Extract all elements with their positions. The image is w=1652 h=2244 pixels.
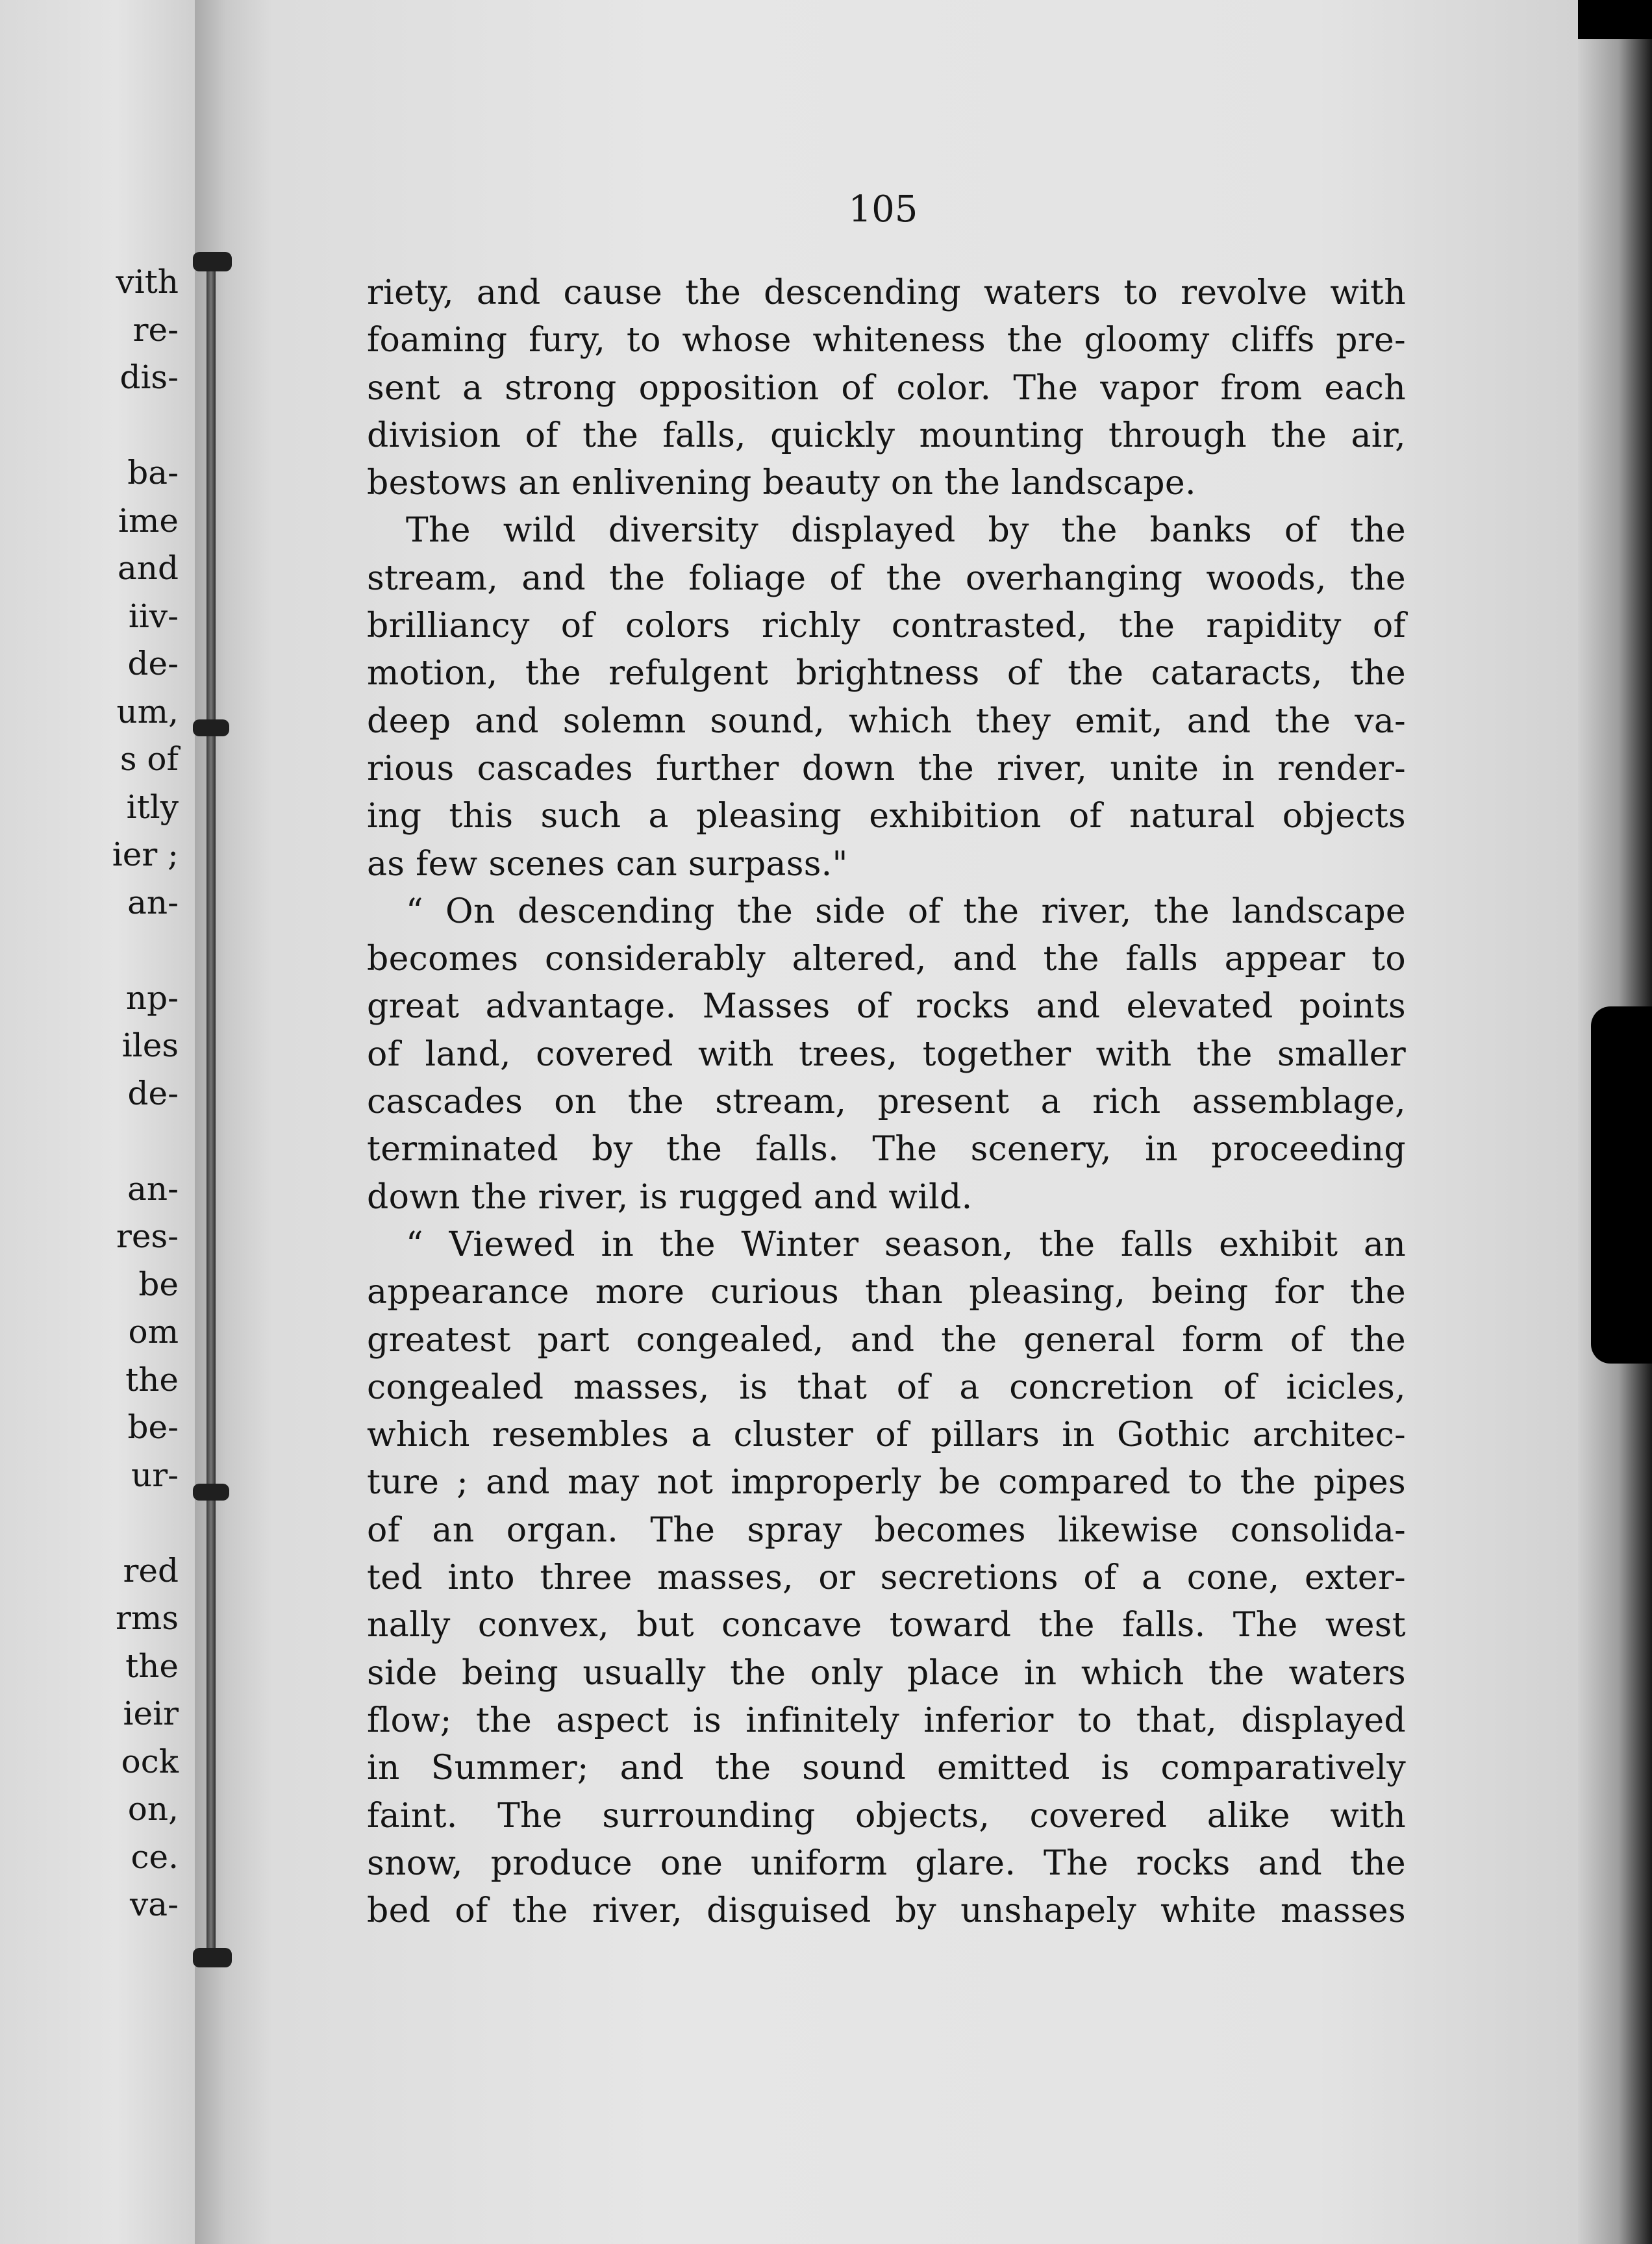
left-page <box>0 0 195 2244</box>
text-line: deep and solemn sound, which they emit, and the va- <box>367 701 1406 741</box>
left-page-fragment: ieir <box>123 1695 179 1732</box>
left-page-fragment <box>0 927 192 975</box>
text-line: The wild diversity displayed by the banks of the <box>406 511 1406 551</box>
text-line: brilliancy of colors richly contrasted, the rapidity of <box>367 606 1406 646</box>
text-line: division of the falls, quickly mounting through the air, <box>367 416 1406 455</box>
left-page-fragment <box>0 1117 192 1166</box>
left-page-fragment: s of <box>119 740 179 778</box>
text-line: riety, and cause the descending waters to revolve with <box>367 273 1406 312</box>
text-line: down the river, is rugged and wild. <box>367 1177 973 1217</box>
page-number: 105 <box>848 188 918 231</box>
left-page-fragment <box>0 402 192 450</box>
text-line: which resembles a cluster of pillars in Gothic architec- <box>367 1415 1406 1455</box>
left-page-fragment: be- <box>127 1408 179 1446</box>
text-line: greatest part congealed, and the general form of the <box>367 1320 1406 1360</box>
text-line: side being usually the only place in which the waters <box>367 1653 1406 1693</box>
left-page-fragment: the <box>125 1647 179 1685</box>
left-page-fragment: vith <box>116 263 179 301</box>
left-page-fragment: red <box>123 1551 179 1590</box>
left-page-fragment: iles <box>121 1027 179 1064</box>
text-line: of an organ. The spray becomes likewise consolida- <box>367 1510 1406 1550</box>
left-page-fragment: va- <box>130 1886 179 1923</box>
text-line: ture ; and may not improperly be compared to the pipes <box>367 1463 1406 1502</box>
left-page-text-fragments <box>0 258 192 1929</box>
binding-stitch <box>193 719 229 736</box>
left-page-fragment: res- <box>116 1217 179 1255</box>
text-line: “ On descending the side of the river, the landscape <box>406 891 1406 931</box>
body-text <box>367 269 1406 1935</box>
text-line: terminated by the falls. The scenery, in proceeding <box>367 1130 1406 1169</box>
left-page-fragment: rms <box>116 1599 179 1637</box>
text-line: ted into three masses, or secretions of a cone, exter- <box>367 1558 1406 1598</box>
binding-stitch <box>193 252 232 271</box>
text-line: bed of the river, disguised by unshapely white masses <box>367 1891 1406 1931</box>
left-page-fragment: re- <box>132 310 179 349</box>
text-line: nally convex, but concave toward the falls. The west <box>367 1606 1406 1645</box>
left-page-fragment: om <box>128 1313 179 1351</box>
left-page-fragment: ur- <box>131 1456 179 1494</box>
text-line: congealed masses, is that of a concretion of icicles, <box>367 1367 1406 1407</box>
text-line: of land, covered with trees, together with the smaller <box>367 1034 1406 1074</box>
left-page-fragment <box>0 1499 192 1547</box>
left-page-fragment: ier ; <box>112 836 179 873</box>
text-line: sent a strong opposition of color. The vapor from each <box>367 368 1406 408</box>
text-line: rious cascades further down the river, unite in render- <box>367 749 1406 788</box>
left-page-fragment: on, <box>127 1790 179 1828</box>
text-line: great advantage. Masses of rocks and elevated points <box>367 987 1406 1027</box>
text-line: faint. The surrounding objects, covered alike with <box>367 1796 1406 1836</box>
page-edge-notch <box>1591 1006 1652 1364</box>
left-page-fragment: dis- <box>119 358 179 396</box>
text-line: appearance more curious than pleasing, being for the <box>367 1273 1406 1312</box>
left-page-fragment: de- <box>127 645 179 682</box>
text-line: foaming fury, to whose whiteness the gloomy cliffs pre- <box>367 321 1406 360</box>
left-page-fragment: ime <box>118 501 179 540</box>
text-line: in Summer; and the sound emitted is comparatively <box>367 1749 1406 1788</box>
left-page-fragment: ock <box>121 1742 179 1780</box>
left-page-fragment: de- <box>127 1074 179 1112</box>
left-page-fragment: um, <box>116 692 179 730</box>
text-line: snow, produce one uniform glare. The rocks and the <box>367 1843 1406 1883</box>
text-line: motion, the refulgent brightness of the cataracts, the <box>367 654 1406 693</box>
left-page-fragment: iiv- <box>128 597 179 635</box>
left-page-fragment: be <box>138 1265 179 1303</box>
text-line: stream, and the foliage of the overhanging woods, the <box>367 558 1406 598</box>
left-page-fragment: an- <box>127 1169 179 1208</box>
left-page-fragment: itly <box>126 788 179 826</box>
left-page-fragment: the <box>125 1360 179 1399</box>
left-page-fragment: np- <box>125 979 179 1017</box>
text-line: cascades on the stream, present a rich assemblage, <box>367 1082 1406 1122</box>
left-page-fragment: and <box>117 549 179 587</box>
text-line: ing this such a pleasing exhibition of natural objects <box>367 797 1406 836</box>
binding-stitch <box>193 1948 232 1967</box>
binding-thread <box>206 260 216 1961</box>
text-line: flow; the aspect is infinitely inferior to that, displayed <box>367 1701 1406 1740</box>
text-line: becomes considerably altered, and the falls appear to <box>367 940 1406 979</box>
left-page-fragment: ce. <box>131 1838 179 1876</box>
text-line: “ Viewed in the Winter season, the falls exhibit an <box>406 1225 1406 1264</box>
text-line: as few scenes can surpass." <box>367 844 848 884</box>
left-page-fragment: ba- <box>127 454 179 492</box>
binding-stitch <box>193 1484 229 1501</box>
text-line: bestows an enlivening beauty on the landscape. <box>367 464 1196 503</box>
left-page-fragment: an- <box>127 883 179 921</box>
